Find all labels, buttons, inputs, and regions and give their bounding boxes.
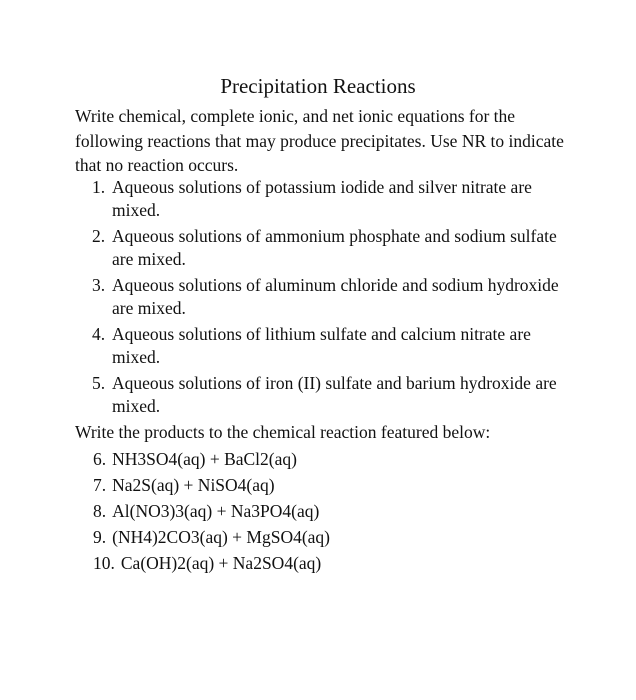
equation-text: NH3SO4(aq) + BaCl2(aq) (112, 449, 297, 469)
item-number: 5. (92, 373, 106, 393)
item-number: 4. (92, 324, 106, 344)
equation-text: Ca(OH)2(aq) + Na2SO4(aq) (120, 553, 322, 573)
item-number: 3. (92, 275, 106, 295)
list-item (75, 225, 575, 270)
equation-text: Al(NO3)3(aq) + Na3PO4(aq) (112, 501, 320, 521)
equation-number: 7. (93, 475, 107, 495)
equation-item (93, 498, 573, 524)
equation-text: Na2S(aq) + NiSO4(aq) (112, 475, 275, 495)
item-text: Aqueous solutions of lithium sulfate and calcium nitrate are mixed. (112, 324, 531, 367)
equation-number: 9. (93, 527, 107, 547)
list-item (75, 372, 575, 417)
reaction-list (75, 176, 575, 421)
item-text: Aqueous solutions of aluminum chloride and sodium hydroxide are mixed. (112, 275, 559, 318)
list-item (75, 274, 575, 319)
item-text: Aqueous solutions of potassium iodide and silver nitrate are mixed. (112, 177, 532, 220)
equation-item (93, 524, 573, 550)
instructions-paragraph: Write chemical, complete ionic, and net ionic equations for the following reactions that may produce precipitates. Use NR to indicate that no reaction occurs. (75, 106, 564, 175)
equation-item (93, 446, 573, 472)
equation-number: 8. (93, 501, 107, 521)
item-number: 2. (92, 226, 106, 246)
equation-number: 6. (93, 449, 107, 469)
page-title: Precipitation Reactions (220, 74, 416, 98)
equation-item (93, 550, 573, 576)
list-item (75, 323, 575, 368)
item-text: Aqueous solutions of iron (II) sulfate and barium hydroxide are mixed. (112, 373, 557, 416)
equation-list (93, 446, 573, 576)
equation-item (93, 472, 573, 498)
item-number: 1. (92, 177, 106, 197)
equation-number: 10. (93, 553, 115, 573)
equation-text: (NH4)2CO3(aq) + MgSO4(aq) (112, 527, 331, 547)
list-item (75, 176, 575, 221)
products-heading: Write the products to the chemical reaction featured below: (75, 422, 491, 442)
item-text: Aqueous solutions of ammonium phosphate and sodium sulfate are mixed. (112, 226, 557, 269)
